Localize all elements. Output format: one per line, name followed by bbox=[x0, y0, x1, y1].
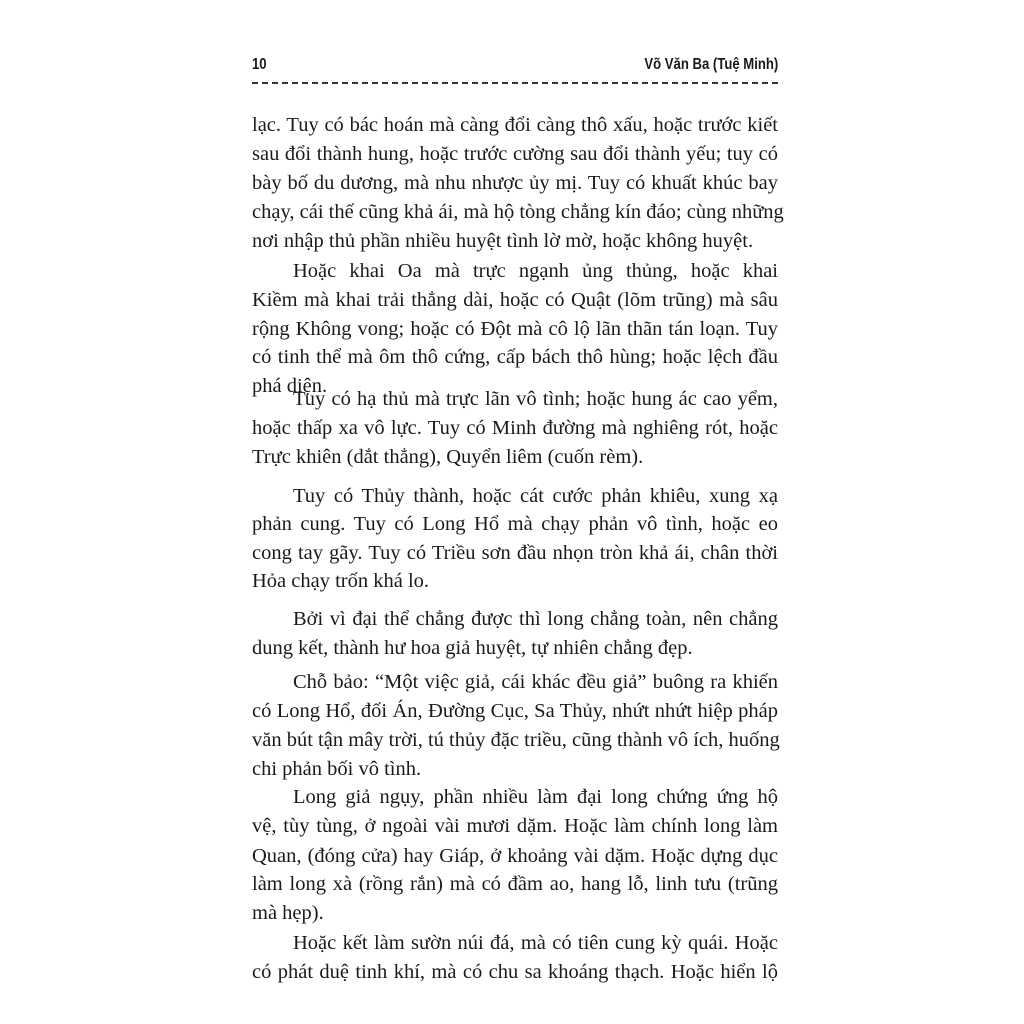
text-line: có tinh thể mà ôm thô cứng, cấp bách thô hùng; hoặc lệch đầu bbox=[252, 346, 778, 368]
text-line: Long giả ngụy, phần nhiều làm đại long chứng ứng hộ bbox=[293, 786, 778, 808]
text-line: Hoặc khai Oa mà trực ngạnh ủng thủng, hoặc khai bbox=[293, 260, 778, 282]
text-line: mà hẹp). bbox=[252, 902, 324, 924]
text-line: Quan, (đóng cửa) hay Giáp, ở khoảng vài dặm. Hoặc dựng dục bbox=[252, 845, 778, 867]
text-line: Bởi vì đại thể chẳng được thì long chẳng toàn, nên chẳng bbox=[293, 608, 778, 630]
text-line: chi phản bối vô tình. bbox=[252, 758, 422, 780]
text-line: Trực khiên (dắt thẳng), Quyển liêm (cuốn rèm). bbox=[252, 446, 644, 468]
page-number: 10 bbox=[252, 56, 267, 73]
text-line: Hoặc kết làm sườn núi đá, mà có tiên cung kỳ quái. Hoặc bbox=[293, 932, 778, 954]
text-line: Kiềm mà khai trải thẳng dài, hoặc có Quật (lõm trũng) mà sâu bbox=[252, 289, 778, 311]
text-line: chạy, cái thế cũng khả ái, mà hộ tòng chẳng kín đáo; cùng những bbox=[252, 201, 784, 223]
text-line: làm long xà (rồng rắn) mà có đầm ao, hang lỗ, linh tưu (trũng bbox=[252, 873, 778, 895]
text-line: văn bút tận mây trời, tú thủy đặc triều, cũng thành vô ích, huống bbox=[252, 729, 780, 751]
text-line: hoặc thấp xa vô lực. Tuy có Minh đường mà nghiêng rót, hoặc bbox=[252, 417, 778, 439]
text-line: Tuy có Thủy thành, hoặc cát cước phản khiêu, xung xạ bbox=[293, 485, 778, 507]
text-line: có phát duệ tinh khí, mà có chu sa khoáng thạch. Hoặc hiển lộ bbox=[252, 961, 778, 983]
text-line: sau đổi thành hung, hoặc trước cường sau đổi thành yếu; tuy có bbox=[252, 143, 778, 165]
text-line: rộng Không vong; hoặc có Đột mà cô lộ lãn thãn tán loạn. Tuy bbox=[252, 318, 778, 340]
text-line: cong tay gãy. Tuy có Triều sơn đầu nhọn tròn khả ái, chân thời bbox=[252, 542, 778, 564]
text-line: nơi nhập thủ phần nhiều huyệt tình lờ mờ, hoặc không huyệt. bbox=[252, 230, 754, 252]
text-line: bày bố du dương, mà nhu nhược ủy mị. Tuy có khuất khúc bay bbox=[252, 172, 778, 194]
text-line: có Long Hổ, đối Án, Đường Cục, Sa Thủy, nhứt nhứt hiệp pháp bbox=[252, 700, 778, 722]
text-line: lạc. Tuy có bác hoán mà càng đổi càng thô xấu, hoặc trước kiết bbox=[252, 114, 778, 136]
text-line: Hỏa chạy trốn khá lo. bbox=[252, 570, 430, 592]
text-line: phản cung. Tuy có Long Hổ mà chạy phản vô tình, hoặc eo bbox=[252, 513, 778, 535]
text-line: Chỗ bảo: “Một việc giả, cái khác đều giả” buông ra khiến bbox=[293, 671, 778, 693]
running-header-author: Võ Văn Ba (Tuệ Minh) bbox=[644, 56, 778, 73]
header-rule bbox=[252, 82, 778, 84]
text-line: Tuy có hạ thủ mà trực lãn vô tình; hoặc hung ác cao yểm, bbox=[293, 388, 778, 410]
text-line: phá diện. bbox=[252, 375, 328, 397]
text-line: vệ, tùy tùng, ở ngoài vài mươi dặm. Hoặc làm chính long làm bbox=[252, 815, 778, 837]
text-line: dung kết, thành hư hoa giả huyệt, tự nhiên chẳng đẹp. bbox=[252, 637, 693, 659]
